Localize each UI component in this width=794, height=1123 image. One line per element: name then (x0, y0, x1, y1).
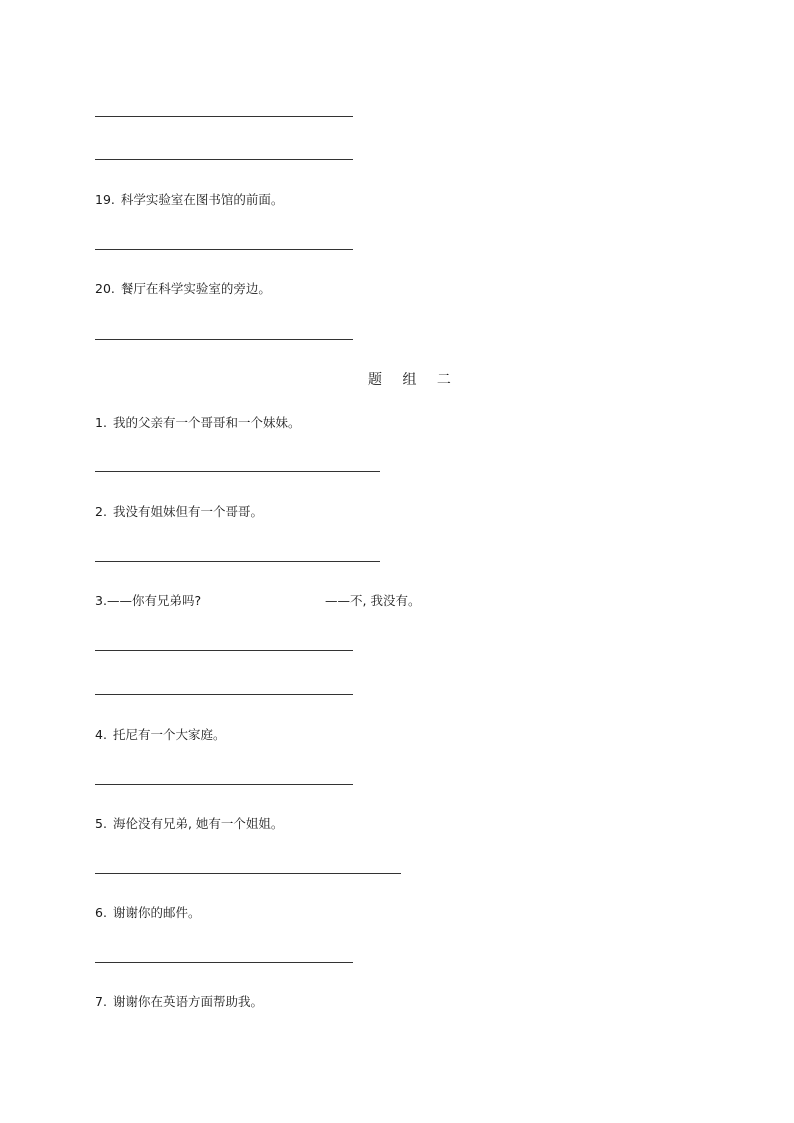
question-3-reply: ——不, 我没有。 (325, 593, 421, 608)
question-5 (95, 816, 283, 832)
question-text: ——你有兄弟吗? (106, 593, 202, 608)
question-number: 4. (95, 727, 107, 742)
question-20 (95, 281, 271, 297)
question-4 (95, 727, 225, 743)
question-number: 7. (95, 994, 107, 1009)
question-text: 我的父亲有一个哥哥和一个妹妹。 (112, 415, 301, 430)
answer-line[interactable] (95, 159, 353, 160)
question-number: 6. (95, 905, 107, 920)
answer-line[interactable] (95, 561, 380, 562)
question-2 (95, 504, 263, 520)
question-number: 2. (95, 504, 107, 519)
section-title: 题 组 二 (368, 372, 459, 388)
question-text: 谢谢你的邮件。 (112, 905, 201, 920)
question-number: 3. (95, 593, 107, 608)
question-6 (95, 905, 200, 921)
answer-line[interactable] (95, 339, 353, 340)
question-text: 海伦没有兄弟, 她有一个姐姐。 (112, 816, 284, 831)
question-text: 餐厅在科学实验室的旁边。 (120, 281, 271, 296)
answer-line[interactable] (95, 249, 353, 250)
question-number: 20. (95, 281, 115, 296)
question-text: 科学实验室在图书馆的前面。 (120, 192, 284, 207)
question-number: 19. (95, 192, 115, 207)
answer-line[interactable] (95, 116, 353, 117)
answer-line[interactable] (95, 694, 353, 695)
question-number: 1. (95, 415, 107, 430)
question-number: 5. (95, 816, 107, 831)
answer-line[interactable] (95, 471, 380, 472)
question-text: 我没有姐妹但有一个哥哥。 (112, 504, 263, 519)
question-text: 托尼有一个大家庭。 (112, 727, 226, 742)
question-19 (95, 192, 283, 208)
question-text: 谢谢你在英语方面帮助我。 (112, 994, 263, 1009)
question-7 (95, 994, 263, 1010)
question-1 (95, 415, 300, 431)
answer-line[interactable] (95, 873, 401, 874)
answer-line[interactable] (95, 962, 353, 963)
answer-line[interactable] (95, 650, 353, 651)
answer-line[interactable] (95, 784, 353, 785)
question-3 (95, 593, 201, 609)
